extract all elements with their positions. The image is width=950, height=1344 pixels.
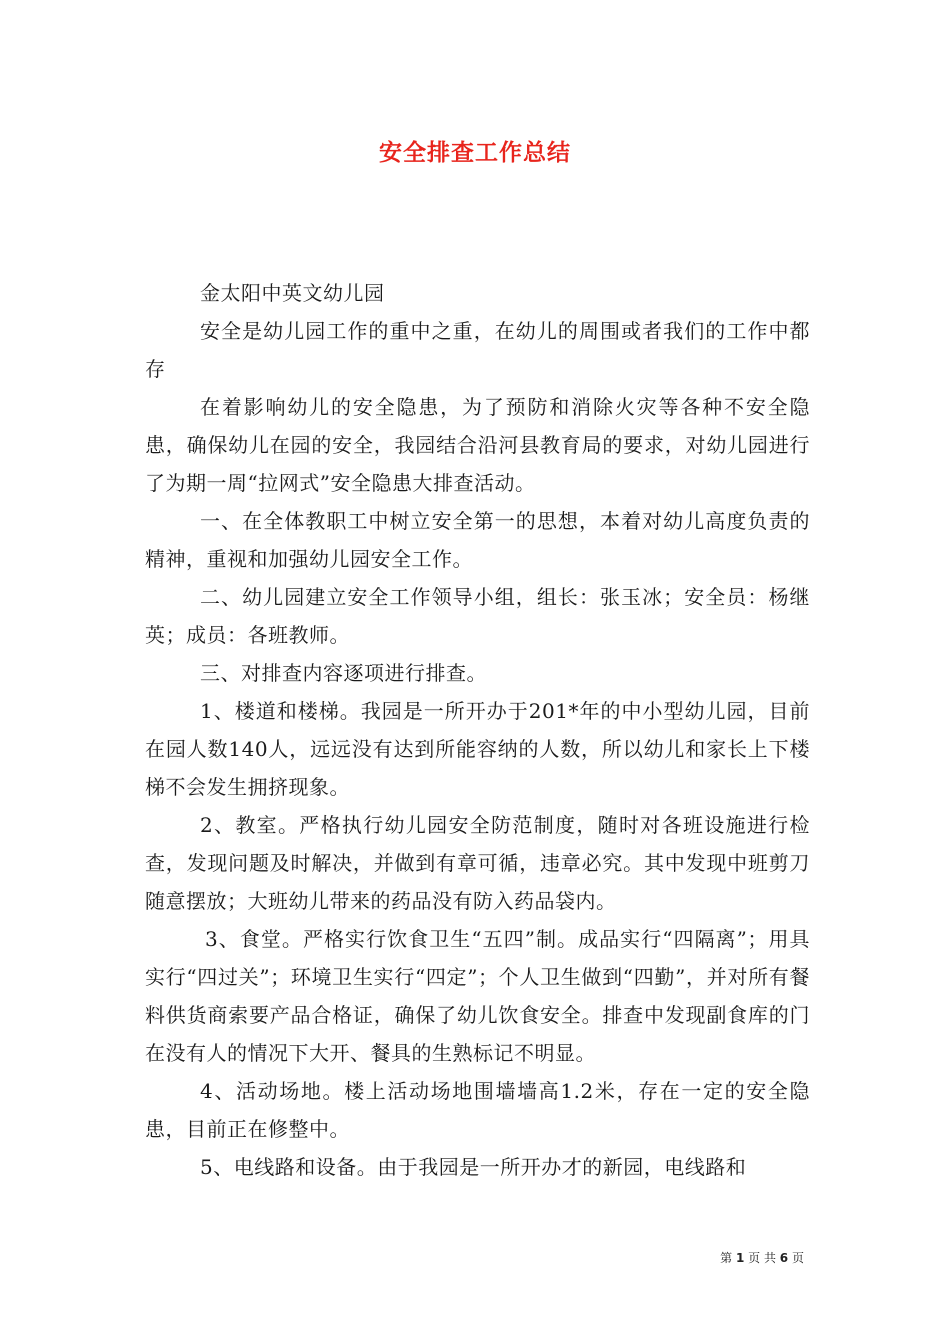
paragraph-item-wiring: 5、电线路和设备。由于我园是一所开办才的新园，电线路和: [200, 1155, 747, 1179]
footer-total-pages: 6: [779, 1251, 789, 1265]
footer-current-page: 1: [735, 1251, 745, 1265]
paragraph-school-name: 金太阳中英文幼儿园: [200, 281, 385, 305]
document-body: [145, 274, 810, 1186]
paragraph-section-3: 三、对排查内容逐项进行排查。: [200, 661, 487, 685]
document-title: 安全排查工作总结: [379, 140, 571, 166]
paragraph-intro-2: 在着影响幼儿的安全隐患，为了预防和消除火灾等各种不安全隐患，确保幼儿在园的安全，我园结合沿河县教育局的要求，对幼儿园进行了为期一周“拉网式”安全隐患大排查活动。: [145, 395, 810, 495]
footer-middle: 页 共: [748, 1251, 776, 1265]
footer-prefix: 第: [720, 1251, 733, 1265]
paragraph-item-canteen: 3、食堂。严格实行饮食卫生“五四”制。成品实行“四隔离”；用具实行“四过关”；环境卫生实行“四定”；个人卫生做到“四勤”，并对所有餐料供货商索要产品合格证，确保了幼儿饮食安全。排查中发现副食库的门在没有人的情况下大开、餐具的生熟标记不明显。: [145, 927, 810, 1065]
footer-suffix: 页: [791, 1251, 804, 1265]
paragraph-section-1: 一、在全体教职工中树立安全第一的思想，本着对幼儿高度负责的精神，重视和加强幼儿园安全工作。: [145, 509, 810, 571]
page-number-footer: [720, 1249, 804, 1266]
paragraph-intro-1: 安全是幼儿园工作的重中之重，在幼儿的周围或者我们的工作中都存: [145, 319, 810, 381]
paragraph-item-classroom: 2、教室。严格执行幼儿园安全防范制度，随时对各班设施进行检查，发现问题及时解决，并做到有章可循，违章必究。其中发现中班剪刀随意摆放；大班幼儿带来的药品没有防入药品袋内。: [145, 813, 810, 913]
paragraph-section-2: 二、幼儿园建立安全工作领导小组，组长：张玉冰；安全员：杨继英；成员：各班教师。: [145, 585, 810, 647]
paragraph-item-playground: 4、活动场地。楼上活动场地围墙墙高1.2米，存在一定的安全隐患，目前正在修整中。: [145, 1079, 810, 1141]
paragraph-item-stairs: 1、楼道和楼梯。我园是一所开办于201*年的中小型幼儿园，目前在园人数140人，远远没有达到所能容纳的人数，所以幼儿和家长上下楼梯不会发生拥挤现象。: [145, 699, 810, 799]
